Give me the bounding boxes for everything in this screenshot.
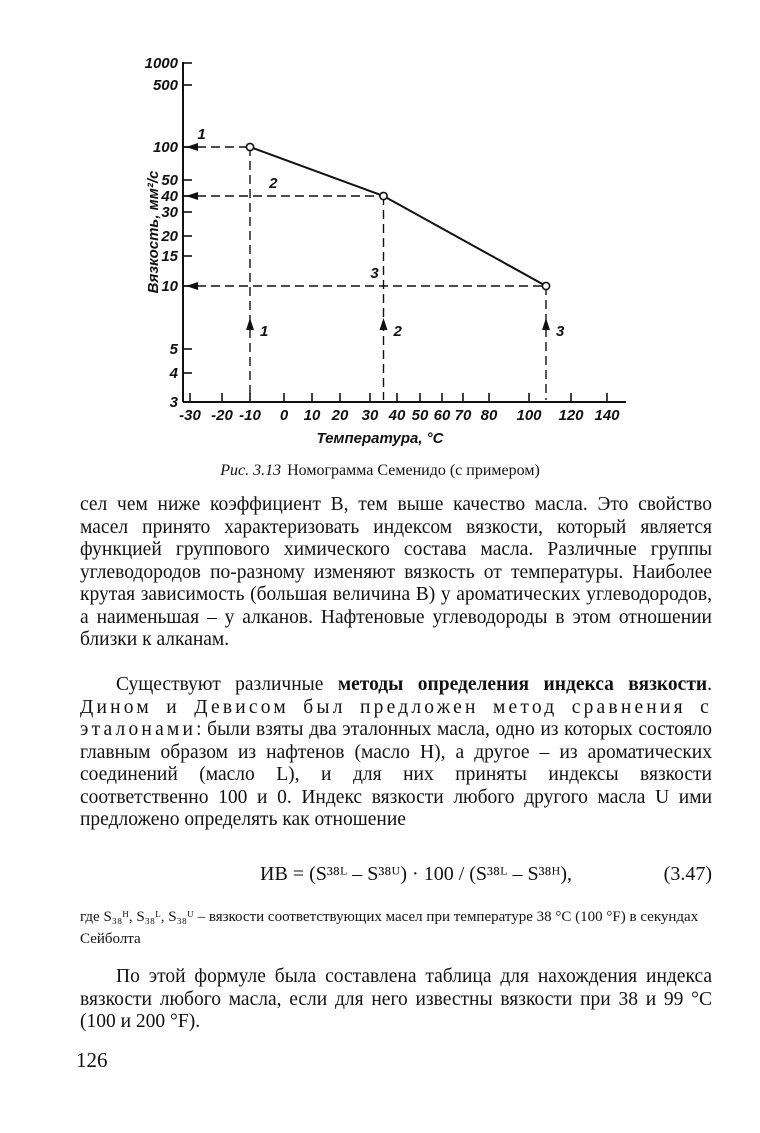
x-tick-label: 30 [361, 407, 379, 424]
guide-number-vertical: 1 [260, 323, 269, 340]
x-tick-label: 120 [558, 407, 584, 424]
x-tick-label: -20 [211, 407, 233, 424]
paragraph-3-text: По этой формуле была составлена таблица для нахождения индекса вязкости любого масла, если для него известны вязкости при 38 и 99 °С (100 и 200 °F). [80, 966, 712, 1032]
y-tick-label: 500 [152, 77, 178, 94]
guide-lines [183, 143, 550, 400]
arrow-head [186, 143, 198, 151]
caption-prefix: Рис. 3.13 [220, 462, 282, 479]
figure-caption [0, 462, 760, 480]
y-tick-label: 40 [161, 188, 178, 205]
y-tick-label: 5 [169, 341, 178, 358]
y-tick-label: 15 [161, 248, 178, 265]
arrow-head [246, 318, 254, 330]
caption-text: Номограмма Семенидо (с примером) [287, 462, 540, 479]
x-tick-label: 50 [411, 407, 429, 424]
arrow-head [186, 192, 198, 200]
formula-3-47 [80, 859, 712, 891]
guide-number-horizontal: 2 [269, 175, 278, 192]
data-point [380, 192, 387, 199]
paragraph-2-part3: : были взяты два эталонных масла, одно из которых состояло главным образом из нафтенов (масло H), а другое – из ароматических соединений (масло L), и для них приняты индексы вязкости соответственно 100 и 0. Индекс вязкости любого другого масла U ими предложено определять как отношение [80, 719, 712, 830]
y-tick-label: 100 [152, 139, 178, 156]
x-tick-label: -30 [179, 407, 201, 424]
paragraph-3 [80, 966, 712, 1034]
arrow-head [542, 318, 550, 330]
page-number: 126 [76, 1048, 108, 1072]
formula-number: (3.47) [663, 863, 712, 885]
arrow-head [380, 318, 388, 330]
x-tick-label: 20 [331, 407, 349, 424]
paragraph-1 [80, 494, 712, 652]
paragraph-2-text [80, 674, 712, 832]
guide-number-horizontal: 1 [197, 126, 206, 143]
y-axis-title: Вязкость, мм²/с [145, 170, 162, 294]
y-tick-label: 10 [161, 278, 178, 295]
x-tick-label: 100 [516, 407, 542, 424]
x-tick-label: -10 [239, 407, 261, 424]
paragraph-2-spaced: Дином и Девисом был предложен метод сравнения с эталонами [80, 696, 712, 740]
series-line [246, 143, 549, 289]
paragraph-2-part2: . [707, 674, 713, 695]
formula-text: ИВ = (S³⁸ᴸ – S³⁸ᵁ) · 100 / (S³⁸ᴸ – S³⁸ᴴ), [260, 863, 573, 885]
y-axis-label [145, 170, 162, 293]
y-tick-label: 50 [161, 172, 178, 189]
x-tick-label: 70 [454, 407, 472, 424]
annotation-labels [197, 126, 565, 340]
y-tick-label: 3 [169, 394, 178, 411]
paragraph-1-text: сел чем ниже коэффициент B, тем выше качество масла. Это свойство масел принято характеризовать индексом вязкости, который является функцией группового химического состава масла. Различные группы углеводородов по-разному изменяют вязкость от температуры. Наиболее крутая зависимость (большая величина B) у ароматических углеводородов, а наименьшая – у алканов. Нафтеновые углеводороды в этом отношении близки к алканам. [80, 494, 712, 650]
x-tick-label: 0 [279, 407, 289, 424]
y-tick-label: 4 [169, 365, 178, 382]
data-point [542, 282, 549, 289]
paragraph-2-bold: методы определения индекса вязкости [337, 674, 708, 695]
nomogram-chart [0, 0, 760, 460]
x-tick-label: 10 [303, 407, 321, 424]
formula-note-text: где S₃₈ᴴ, S₃₈ᴸ, S₃₈ᵁ – вязкости соответствующих масел при температуре 38 °C (100 °F) в секундах Сейболта [80, 909, 699, 947]
formula-note [80, 906, 712, 950]
guide-number-vertical: 2 [393, 323, 402, 340]
data-point [246, 143, 253, 150]
guide-number-vertical: 3 [556, 323, 565, 340]
paragraph-2-part1: Существуют различные [116, 674, 324, 695]
y-tick-label: 30 [161, 204, 178, 221]
series-polyline [250, 147, 546, 286]
x-tick-label: 40 [388, 407, 406, 424]
x-tick-label: 140 [594, 407, 620, 424]
y-tick-label: 20 [161, 228, 178, 245]
paragraph-2 [80, 674, 712, 832]
x-axis-ticks [179, 393, 620, 424]
y-tick-label: 1000 [144, 55, 178, 72]
arrow-head [186, 282, 198, 290]
x-tick-label: 80 [480, 407, 498, 424]
x-axis-title: Температура, °С [316, 430, 444, 447]
x-tick-label: 60 [433, 407, 451, 424]
guide-number-horizontal: 3 [370, 265, 379, 282]
